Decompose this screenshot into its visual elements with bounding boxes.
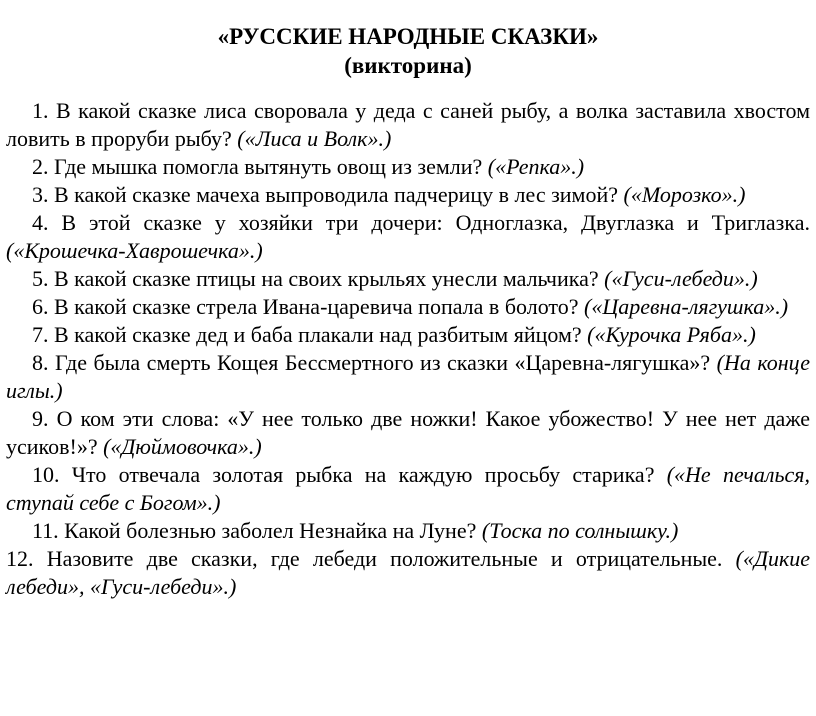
question-text: 2. Где мышка помогла вытянуть овощ из земли? [32,154,483,179]
question-text: 1. В какой сказке лиса своровала у деда с саней рыбу, а волка заставила хвостом ловить в проруби рыбу? [6,98,810,151]
answer-text: («Царевна-лягушка».) [584,294,789,319]
question-7 [6,321,810,349]
question-8 [6,349,810,405]
question-3 [6,181,810,209]
answer-text: («Репка».) [487,154,585,179]
question-text: 6. В какой сказке стрела Ивана-царевича попала в болото? [32,294,579,319]
question-text: 10. Что отвечала золотая рыбка на каждую просьбу старика? [32,462,655,487]
question-4 [6,209,810,265]
answer-text: («Дюймовочка».) [103,434,262,459]
answer-text: (Тоска по солнышку.) [481,518,679,543]
question-text: 4. В этой сказке у хозяйки три дочери: Одноглазка, Двуглазка и Триглазка. [32,210,810,235]
answer-text: («Дикие лебеди», «Гуси-лебеди».) [6,546,811,599]
question-9 [6,405,810,461]
question-text: 3. В какой сказке мачеха выпроводила падчерицу в лес зимой? [32,182,619,207]
question-text: 7. В какой сказке дед и баба плакали над разбитым яйцом? [32,322,582,347]
page-subtitle: (викторина) [344,53,472,78]
question-6 [6,293,810,321]
question-1 [6,97,810,153]
answer-text: («Крошечка-Хаврошечка».) [6,238,263,263]
answer-text: («Лиса и Волк».) [237,126,392,151]
answer-text: («Курочка Ряба».) [587,322,756,347]
page-title: «РУССКИЕ НАРОДНЫЕ СКАЗКИ» [217,24,599,49]
answer-text: («Не печалься, ступай себе с Богом».) [6,462,811,515]
question-11 [6,517,810,545]
answer-text: («Гуси-лебеди».) [604,266,758,291]
answer-text: (На конце иглы.) [6,350,810,403]
question-text: 11. Какой болезнью заболел Незнайка на Луне? [32,518,477,543]
question-text: 9. О ком эти слова: «У нее только две ножки! Какое убожество! У нее нет даже усиков!»? [6,406,810,459]
question-5 [6,265,810,293]
question-text: 12. Назовите две сказки, где лебеди положительные и отрицательные. [6,546,723,571]
question-text: 5. В какой сказке птицы на своих крыльях унесли мальчика? [32,266,599,291]
answer-text: («Морозко».) [623,182,746,207]
question-10 [6,461,810,517]
question-text: 8. Где была смерть Кощея Бессмертного из сказки «Царевна-лягушка»? [32,350,711,375]
question-2 [6,153,810,181]
question-12 [6,545,810,601]
